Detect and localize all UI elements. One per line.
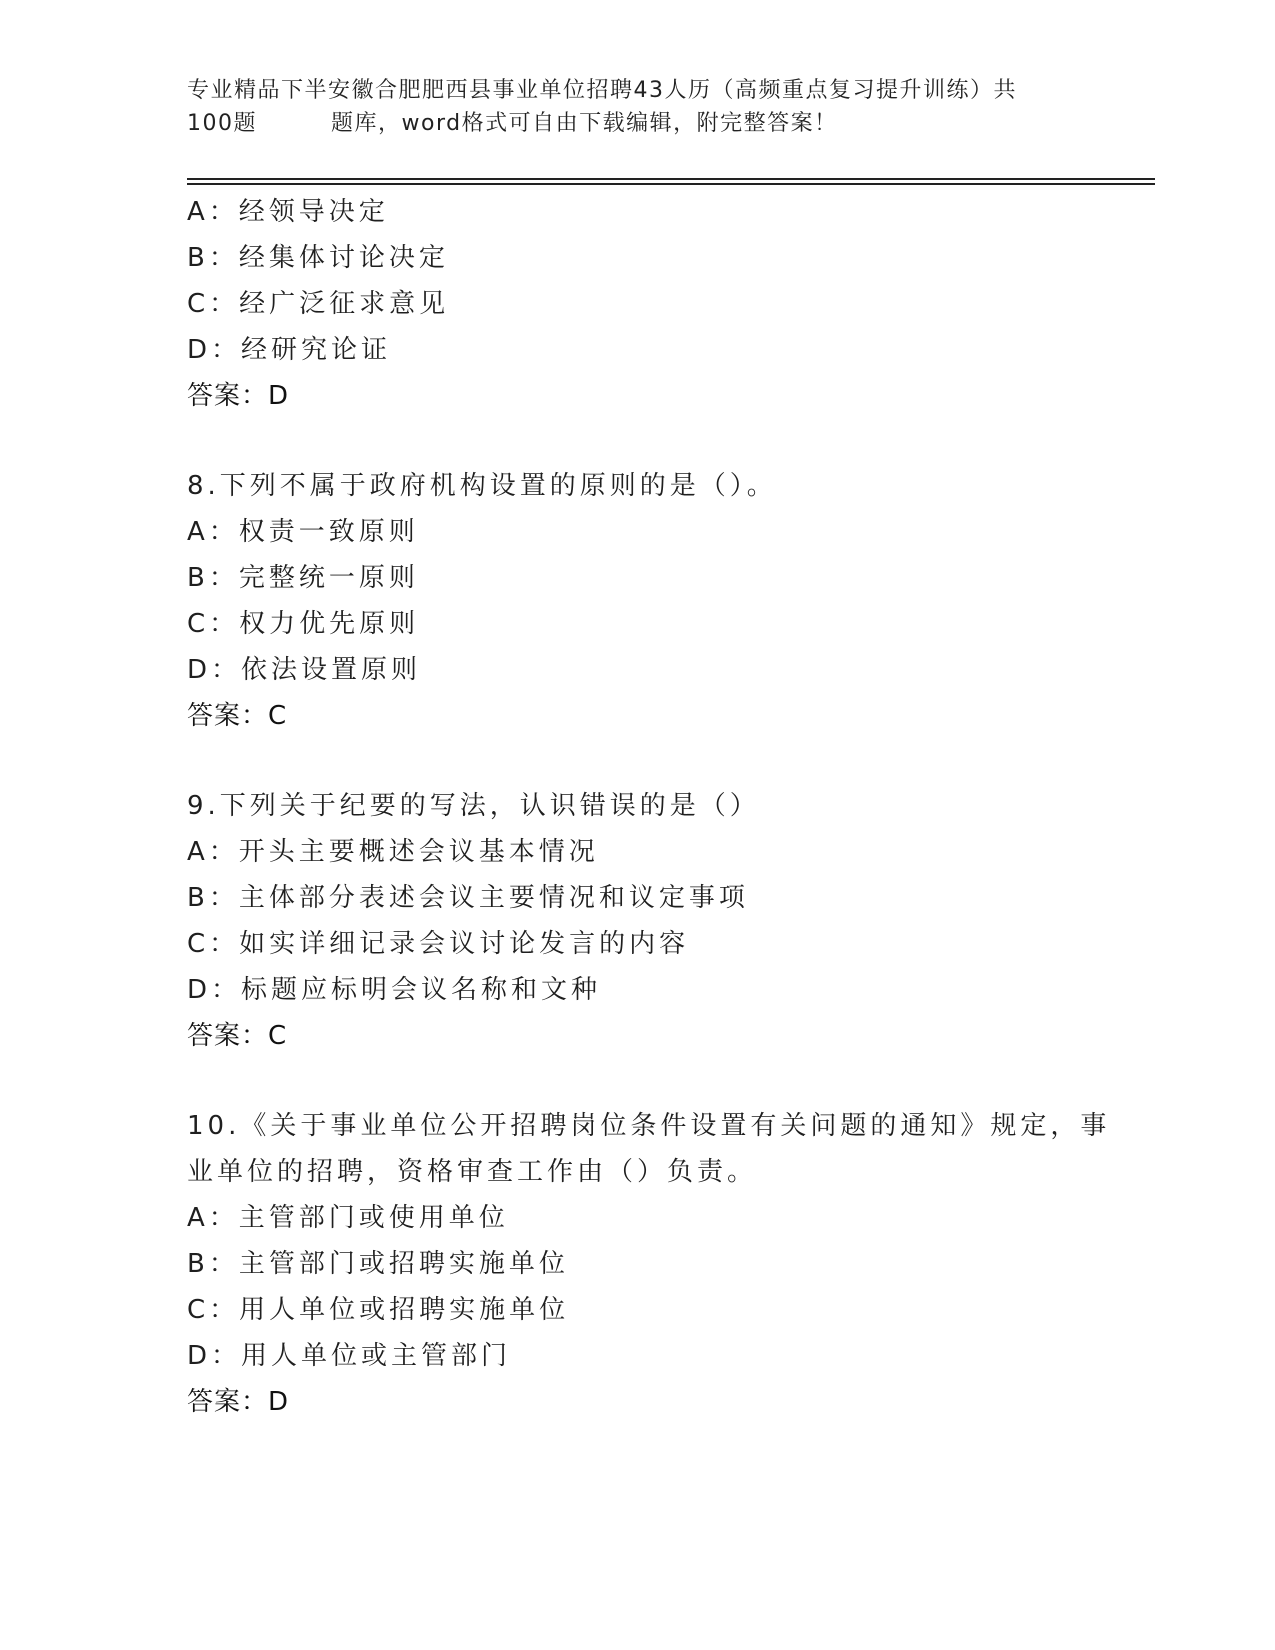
question-text: 9.下列关于纪要的写法，认识错误的是（）	[187, 791, 760, 821]
question-9	[187, 783, 1147, 1059]
header-question-count: 100题	[187, 111, 257, 136]
option-b: B：经集体讨论决定	[187, 243, 449, 273]
question-7	[187, 189, 1147, 419]
question-8	[187, 463, 1147, 739]
option-a: A：经领导决定	[187, 197, 389, 227]
header-title-line-2	[187, 107, 1067, 140]
option-a: A：开头主要概述会议基本情况	[187, 837, 599, 867]
answer: 答案：D	[187, 381, 290, 411]
option-d: D：依法设置原则	[187, 655, 422, 685]
option-d: D：用人单位或主管部门	[187, 1341, 512, 1371]
option-c: C：如实详细记录会议讨论发言的内容	[187, 929, 690, 959]
header-divider-bottom	[187, 183, 1155, 185]
question-text: 8.下列不属于政府机构设置的原则的是（）。	[187, 471, 777, 501]
question-10	[187, 1103, 1147, 1425]
header-divider-top	[187, 178, 1155, 180]
answer: 答案：C	[187, 701, 288, 731]
answer: 答案：D	[187, 1387, 290, 1417]
question-text-line-2: 业单位的招聘，资格审查工作由（）负责。	[187, 1157, 758, 1187]
question-text-line-1: 10.《关于事业单位公开招聘岗位条件设置有关问题的通知》规定，事	[187, 1111, 1111, 1141]
option-d: D：经研究论证	[187, 335, 392, 365]
option-a: A：主管部门或使用单位	[187, 1203, 509, 1233]
document-header	[187, 74, 1067, 140]
answer: 答案：C	[187, 1021, 288, 1051]
header-description: 题库，word格式可自由下载编辑，附完整答案！	[331, 111, 838, 136]
option-b: B：主管部门或招聘实施单位	[187, 1249, 569, 1279]
option-b: B：主体部分表述会议主要情况和议定事项	[187, 883, 749, 913]
question-list	[187, 189, 1147, 1425]
option-d: D：标题应标明会议名称和文种	[187, 975, 602, 1005]
option-a: A：权责一致原则	[187, 517, 419, 547]
option-c: C：经广泛征求意见	[187, 289, 450, 319]
option-c: C：用人单位或招聘实施单位	[187, 1295, 570, 1325]
header-title-line-1: 专业精品下半安徽合肥肥西县事业单位招聘43人历（高频重点复习提升训练）共	[187, 78, 1017, 103]
option-b: B：完整统一原则	[187, 563, 419, 593]
option-c: C：权力优先原则	[187, 609, 420, 639]
